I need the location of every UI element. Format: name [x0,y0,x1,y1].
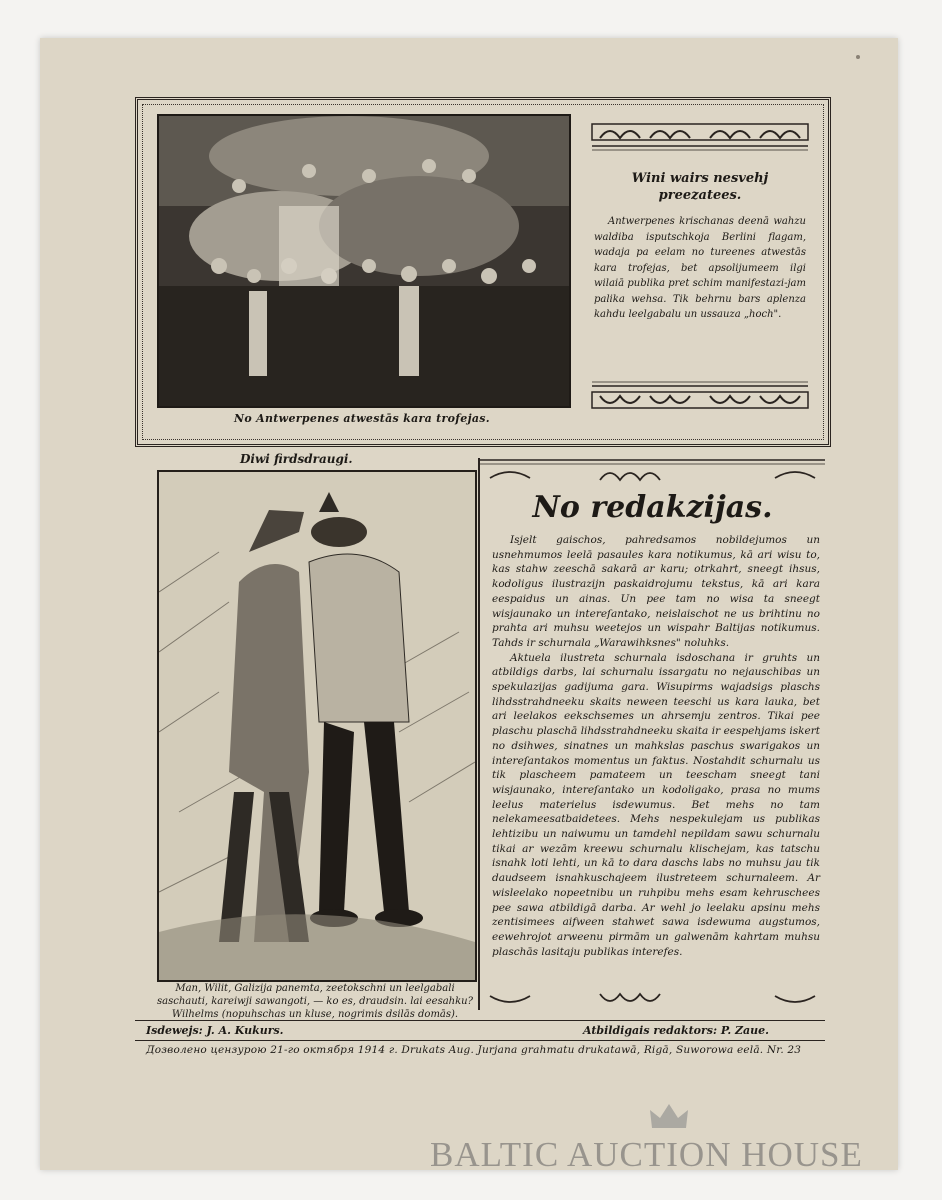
caption-line: saschauti, kareiwji sawangoti, — ko es, draudsin. lai eesahku? [157,996,473,1007]
caption-line: Wilhelms (nopuhschas un kluse, nogrimis dsilās domās). [171,1009,459,1020]
crown-icon [648,1102,690,1132]
article-paragraph: Aktuela ilustreta schurnala isdoschana ir gruhts un atbildigs darbs, lai schurnalu issargatu no nejauschibas un spekulazijas gadijuma gara. Wisupirms wajadsigs plaschs lihdsstrahdneeku skaits neween teeschi us kara lauka, bet ari leelakos eekschsemes un ahrsemju zentros. Tikai pee plaschu plaschā lihdsstrahdneeku skaita ir eespehjams iskert no dsihwes, sinatnes un mahkslas paschus swarigakos un intereſantakos momentus un faktus. Nostahdit schurnalu us tik plascheem pamateem un teescham sneegt tani wisjaunako, intereſantako un kodoligako, prasa no mums leelus materielus isdewumus. Bet mehs no tam nelekameesatbaidetees. Mehs nespekulejam us publikas lehtizibu un naiwumu un tamdehl nepildam sawu schurnalu tikai ar wezām kreewu schurnalu klischejam, kas tatschu isnahk loti lehti, un kā to dara daschs labs no muhsu jau tik daudseem isnahkuschajeem ilustreteem schurnaleem. Ar wisleelako nopeetnibu un ruhpibu mehs esam kehruschees pee sawa atbildigā darba. Ar wehl jo leelaku apsinu mehs zentisimees aifween stahwet sawa isdewuma augstumos, eewehrojot arweenu pirmām un galwenām kahrtam muhsu plaschās lasitaju publikas interefes. [492,651,820,958]
sidebar-article [590,122,810,412]
ornament-bottom [590,378,810,412]
editor-line: Atbildigais redaktors: P. Zaue. [583,1024,769,1037]
article-ornament-top [480,456,825,482]
footer-rule [135,1020,825,1021]
cartoon-title: Diwi firdsdraugi. [240,452,353,466]
publisher-line: Isdewejs: J. A. Kukurs. [146,1024,284,1037]
article-body [492,533,820,959]
paper-spot [856,55,860,59]
ornament-top [590,122,810,156]
article-ornament-bottom [480,990,825,1010]
article-paragraph: Isjelt gaischos, pahredsamos nobildejumos un usnehmumos leelā pasaules kara notikumus, kā ari wisu to, kas stahw zeeschā sakarā ar karu; otrkahrt, sneegt ihsus, kodoligus ilustrazijn paskaidrojumu tekstus, kā ari kara eespaidus un ainas. Un pee tam no wisa ta sneegt wisjaunako un intereſantako, neislaischot ne us brihtinu no prahta ari muhsu weetejos un wispahr Baltijas notikumus. Tahds ir schurnala „Warawihksnes" noluhks. [492,534,820,649]
cartoon-illustration [157,470,477,982]
photo-caption: No Antwerpenes atwestās kara trofejas. [234,412,490,425]
caption-line: Man, Wilit, Galizija panemta, zeetokschni un leelgabali [175,983,455,994]
crowd-photo [157,114,571,408]
article-title: No redakzijas. [532,490,773,525]
footer-rule [135,1040,825,1041]
sidebar-title: Wini wairs nesvehj preezatees. [631,171,769,203]
watermark: BALTIC AUCTION HOUSE [430,1135,863,1174]
cartoon-caption [150,982,480,1021]
sidebar-text: Antwerpenes krischanas deenā wahzu waldiba isputschkoja Berlini flagam, wadaja pa eelam no tureenes atwestās kara trofejas, bet apsolijumeem ilgi wilaiā publika pret schim manifestazi-jam palika wehsa. Tik behrnu bars aplenza kahdu leelgabalu un ussauza „hoch". [594,216,806,320]
censor-line: Дозволено цензурою 21-го октября 1914 г. Drukats Aug. Jurjana grahmatu drukatawā, Rigā, Suworowa eelā. Nr. 23 [146,1044,802,1056]
